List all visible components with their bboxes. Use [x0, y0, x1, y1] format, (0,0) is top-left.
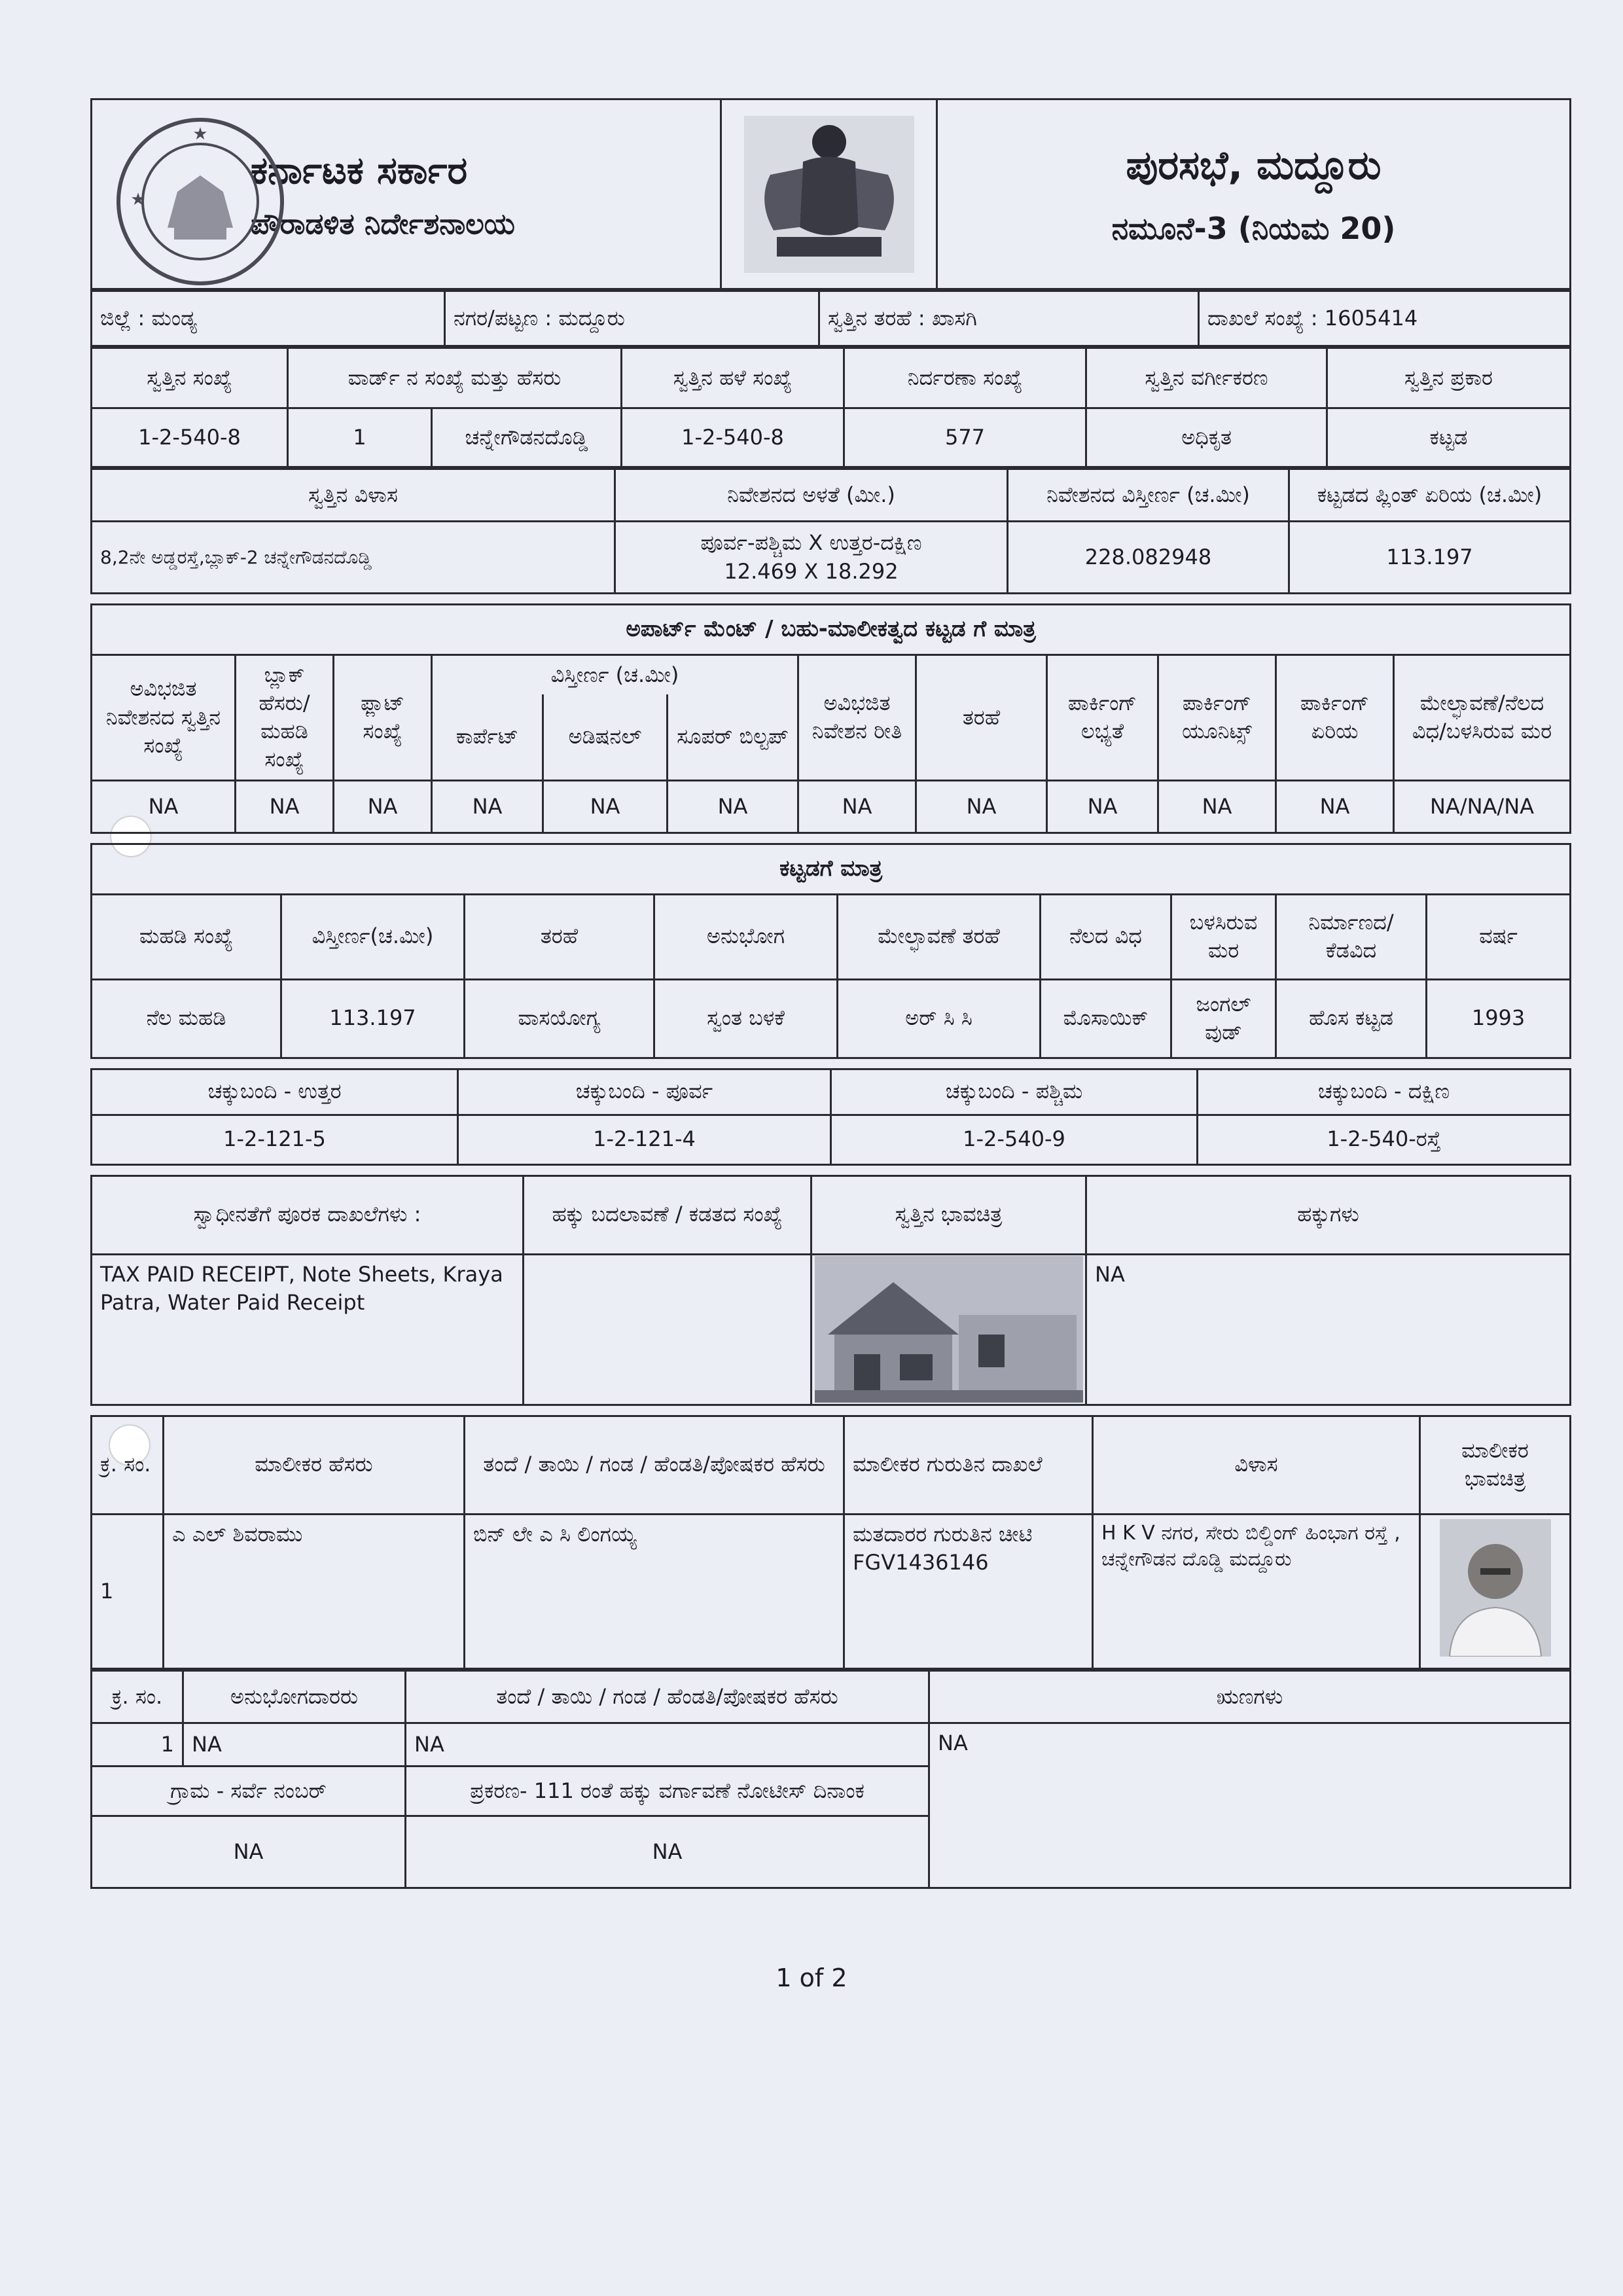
svg-text:★: ★	[130, 190, 146, 209]
table-row	[92, 1514, 1571, 1668]
additional-header: ಅಡಿಷನಲ್	[543, 694, 668, 780]
owner-id-header: ಮಾಲೀಕರ ಗುರುತಿನ ದಾಖಲೆ	[844, 1416, 1093, 1514]
block-floor-header: ಬ್ಲಾಕ್ ಹೆಸರು/ ಮಹಡಿ ಸಂಖ್ಯೆ	[236, 655, 334, 780]
department-subtitle: ಪೌರಾಡಳಿತ ನಿರ್ದೇಶನಾಲಯ	[251, 207, 515, 241]
floor-no-value: ನೆಲ ಮಹಡಿ	[92, 979, 281, 1058]
occupancy-header: ಅನುಭೋಗ	[654, 894, 838, 979]
area-header: ವಿಸ್ತೀರ್ಣ (ಚ.ಮೀ)	[432, 655, 798, 694]
floor-area-header: ವಿಸ್ತೀರ್ಣ(ಚ.ಮೀ)	[281, 894, 465, 979]
boundary-west-header: ಚಕ್ಕುಬಂದಿ - ಪಶ್ಚಿಮ	[831, 1069, 1198, 1115]
apartment-value: NA	[334, 780, 432, 833]
boundary-north-header: ಚಕ್ಕುಬಂದಿ - ಉತ್ತರ	[92, 1069, 458, 1115]
plinth-area-value: 113.197	[1289, 522, 1571, 594]
occupant-sl-header: ಕ್ರ. ಸಂ.	[92, 1670, 183, 1723]
record-no-field: ದಾಖಲೆ ಸಂಖ್ಯೆ : 1605414	[1199, 291, 1571, 346]
svg-text:★: ★	[192, 124, 208, 144]
year-value: 1993	[1427, 979, 1571, 1058]
occupant-relation-header: ತಂದೆ / ತಾಯಿ / ಗಂಡ / ಹೆಂಡತಿ/ಪೋಷಕರ ಹೆಸರು	[406, 1670, 929, 1723]
building-table	[90, 843, 1571, 1059]
floor-type-header: ನೆಲದ ವಿಧ	[1041, 894, 1171, 979]
parking-units-header: ಪಾರ್ಕಿಂಗ್ ಯೂನಿಟ್ಸ್	[1158, 655, 1276, 780]
usage-type-header: ತರಹೆ	[465, 894, 654, 979]
occupant-sl-value: 1	[92, 1723, 183, 1766]
owner-address-header: ವಿಳಾಸ	[1093, 1416, 1420, 1514]
classification-header: ಸ್ವತ್ತಿನ ವರ್ಗೀಕರಣ	[1086, 348, 1327, 408]
liabilities-header: ಋಣಗಳು	[929, 1670, 1571, 1723]
ward-no-value: 1	[288, 408, 432, 467]
assessment-no-value: 577	[844, 408, 1086, 467]
occupant-name-header: ಅನುಭೋಗದಾರರು	[183, 1670, 406, 1723]
owner-photo-image	[1440, 1519, 1551, 1657]
apartment-value: NA	[1276, 780, 1394, 833]
building-section-title: ಕಟ್ಟಡಗೆ ಮಾತ್ರ	[92, 844, 1571, 894]
emblem-cell	[721, 99, 937, 289]
notice-date-value: NA	[406, 1816, 929, 1888]
roof-floor-wood-header: ಮೇಲ್ಛಾವಣೆ/ನೆಲದ ವಿಧ/ಬಳಸಿರುವ ಮರ	[1394, 655, 1571, 780]
form-3	[90, 98, 1569, 1889]
occupancy-value: ಸ್ವಂತ ಬಳಕೆ	[654, 979, 838, 1058]
kind-header: ಸ್ವತ್ತಿನ ಪ್ರಕಾರ	[1327, 348, 1571, 408]
site-area-header: ನಿವೇಶನದ ವಿಸ್ತೀರ್ಣ (ಚ.ಮೀ)	[1008, 469, 1289, 522]
occupants-table	[90, 1670, 1571, 1889]
dimension-header: ನಿವೇಶನದ ಅಳತೆ (ಮೀ.)	[615, 469, 1008, 522]
liabilities-value: NA	[929, 1723, 1571, 1888]
municipal-seal-icon	[112, 113, 289, 289]
parking-area-header: ಪಾರ್ಕಿಂಗ್ ಏರಿಯ	[1276, 655, 1394, 780]
dimension-measure: 12.469 X 18.292	[724, 558, 899, 584]
undivided-site-no-header: ಅವಿಭಜಿತ ನಿವೇಶನದ ಸ್ವತ್ತಿನ ಸಂಖ್ಯೆ	[92, 655, 236, 780]
office-title: ಪುರಸಭೆ, ಮದ್ದೂರು	[1126, 142, 1382, 188]
apartment-table	[90, 603, 1571, 834]
occupant-name-value: NA	[183, 1723, 406, 1766]
apartment-value: NA	[916, 780, 1047, 833]
construction-value: ಹೊಸ ಕಟ್ಟಡ	[1276, 979, 1427, 1058]
department-cell	[92, 99, 721, 289]
plinth-area-header: ಕಟ್ಟಡದ ಪ್ಲಿಂತ್ ಏರಿಯ (ಚ.ಮೀ)	[1289, 469, 1571, 522]
floor-area-value: 113.197	[281, 979, 465, 1058]
ward-name-value: ಚನ್ನೇಗೌಡನದೊಡ್ಡಿ	[432, 408, 622, 467]
info-table	[90, 290, 1571, 347]
apartment-value: NA	[543, 780, 668, 833]
site-area-value: 228.082948	[1008, 522, 1289, 594]
survey-no-value: NA	[92, 1816, 406, 1888]
office-cell	[937, 99, 1571, 289]
apartment-value: NA	[236, 780, 334, 833]
address-value: 8,2ನೇ ಅಡ್ಡರಸ್ತೆ,ಬ್ಲಾಕ್-2 ಚನ್ನೇಗೌಡನದೊಡ್ಡಿ	[92, 522, 615, 594]
apartment-value: NA/NA/NA	[1394, 780, 1571, 833]
owner-sl-value: 1	[92, 1514, 164, 1668]
form-title: ನಮೂನೆ-3 (ನಿಯಮ 20)	[1111, 210, 1396, 246]
documents-table	[90, 1175, 1571, 1406]
owner-id-value: ಮತದಾರರ ಗುರುತಿನ ಚೀಟಿ FGV1436146	[844, 1514, 1093, 1668]
apartment-value: NA	[1047, 780, 1158, 833]
property-table	[90, 347, 1571, 468]
assessment-no-header: ನಿರ್ದರಣಾ ಸಂಖ್ಯೆ	[844, 348, 1086, 408]
carpet-header: ಕಾರ್ಪೆಟ್	[432, 694, 543, 780]
parking-availability-header: ಪಾರ್ಕಿಂಗ್ ಲಭ್ಯತೆ	[1047, 655, 1158, 780]
ward-header: ವಾರ್ಡ್ ನ ಸಂಖ್ಯೆ ಮತ್ತು ಹೆಸರು	[288, 348, 622, 408]
apartment-value: NA	[668, 780, 798, 833]
owner-address-value: H K V ನಗರ, ಸೇರು ಬಿಲ್ಡಿಂಗ್ ಹಿಂಭಾಗ ರಸ್ತೆ , ಚನ್ನೇಗೌಡನ ದೊಡ್ಡಿ ಮದ್ದೂರು	[1093, 1514, 1420, 1668]
rights-value: NA	[1086, 1254, 1571, 1405]
boundaries-table	[90, 1068, 1571, 1166]
classification-value: ಅಧಿಕೃತ	[1086, 408, 1327, 467]
apartment-value: NA	[798, 780, 916, 833]
page-number: 1 of 2	[776, 1964, 847, 1992]
dimension-value	[615, 522, 1008, 594]
supporting-docs-header: ಸ್ವಾಧೀನತೆಗೆ ಪೂರಕ ದಾಖಲೆಗಳು :	[92, 1175, 524, 1254]
undivided-site-method-header: ಅವಿಭಜಿತ ನಿವೇಶನ ರೀತಿ	[798, 655, 916, 780]
old-no-value: 1-2-540-8	[622, 408, 844, 467]
change-file-value	[524, 1254, 812, 1405]
roof-type-header: ಮೇಲ್ಛಾವಣೆ ತರಹೆ	[838, 894, 1041, 979]
usage-type-value: ವಾಸಯೋಗ್ಯ	[465, 979, 654, 1058]
apartment-value: NA	[92, 780, 236, 833]
owner-name-header: ಮಾಲೀಕರ ಹೆಸರು	[164, 1416, 465, 1514]
apartment-section-title: ಅಪಾರ್ಟ್ ಮೆಂಟ್ / ಬಹು-ಮಾಲೀಕತ್ವದ ಕಟ್ಟಡ ಗೆ ಮಾತ್ರ	[92, 605, 1571, 655]
state-emblem-icon	[744, 116, 914, 273]
occupant-relation-value: NA	[406, 1723, 929, 1766]
district-field: ಜಿಲ್ಲೆ : ಮಂಡ್ಯ	[92, 291, 445, 346]
owner-relation-header: ತಂದೆ / ತಾಯಿ / ಗಂಡ / ಹೆಂಡತಿ/ಪೋಷಕರ ಹೆಸರು	[465, 1416, 844, 1514]
wood-used-header: ಬಳಸಿರುವ ಮರ	[1171, 894, 1276, 979]
super-builtup-header: ಸೂಪರ್ ಬಿಲ್ಟಪ್	[668, 694, 798, 780]
boundary-north-value: 1-2-121-5	[92, 1115, 458, 1164]
supporting-docs-value: TAX PAID RECEIPT, Note Sheets, Kraya Patra, Water Paid Receipt	[92, 1254, 524, 1405]
owner-photo-cell	[1420, 1514, 1571, 1668]
apartment-value: NA	[432, 780, 543, 833]
property-type-field: ಸ್ವತ್ತಿನ ತರಹೆ : ಖಾಸಗಿ	[819, 291, 1199, 346]
owner-name-value: ಎ ಎಲ್ ಶಿವರಾಮು	[164, 1514, 465, 1668]
apartment-value: NA	[1158, 780, 1276, 833]
boundary-south-header: ಚಕ್ಕುಬಂದಿ - ದಕ್ಷಿಣ	[1198, 1069, 1571, 1115]
survey-no-header: ಗ್ರಾಮ - ಸರ್ವೆ ನಂಬರ್	[92, 1766, 406, 1816]
owner-relation-value: ಬಿನ್ ಲೇ ಎ ಸಿ ಲಿಂಗಯ್ಯ	[465, 1514, 844, 1668]
type-header: ತರಹೆ	[916, 655, 1047, 780]
boundary-east-value: 1-2-121-4	[458, 1115, 831, 1164]
kind-value: ಕಟ್ಟಡ	[1327, 408, 1571, 467]
property-photo-cell	[812, 1254, 1086, 1405]
year-header: ವರ್ಷ	[1427, 894, 1571, 979]
floor-type-value: ಮೊಸಾಯಿಕ್	[1041, 979, 1171, 1058]
boundary-south-value: 1-2-540-ರಸ್ತೆ	[1198, 1115, 1571, 1164]
owners-table	[90, 1415, 1571, 1670]
owner-sl-header: ಕ್ರ. ಸಂ.	[92, 1416, 164, 1514]
town-field: ನಗರ/ಪಟ್ಟಣ : ಮದ್ದೂರು	[445, 291, 819, 346]
old-no-header: ಸ್ವತ್ತಿನ ಹಳೆ ಸಂಖ್ಯೆ	[622, 348, 844, 408]
department-title: ಕರ್ನಾಟಕ ಸರ್ಕಾರ	[251, 147, 468, 192]
address-header: ಸ್ವತ್ತಿನ ವಿಳಾಸ	[92, 469, 615, 522]
flat-no-header: ಫ್ಲಾಟ್ ಸಂಖ್ಯೆ	[334, 655, 432, 780]
property-no-header: ಸ್ವತ್ತಿನ ಸಂಖ್ಯೆ	[92, 348, 288, 408]
rights-header: ಹಕ್ಕುಗಳು	[1086, 1175, 1571, 1254]
boundary-west-value: 1-2-540-9	[831, 1115, 1198, 1164]
roof-type-value: ಅರ್ ಸಿ ಸಿ	[838, 979, 1041, 1058]
notice-date-header: ಪ್ರಕರಣ- 111 ರಂತೆ ಹಕ್ಕು ವರ್ಗಾವಣೆ ನೋಟೀಸ್ ದಿನಾಂಕ	[406, 1766, 929, 1816]
boundary-east-header: ಚಕ್ಕುಬಂದಿ - ಪೂರ್ವ	[458, 1069, 831, 1115]
property-no-value: 1-2-540-8	[92, 408, 288, 467]
property-photo-header: ಸ್ವತ್ತಿನ ಭಾವಚಿತ್ರ	[812, 1175, 1086, 1254]
wood-used-value: ಜಂಗಲ್ ವುಡ್	[1171, 979, 1276, 1058]
property-photo-image	[815, 1256, 1083, 1403]
address-table	[90, 468, 1571, 594]
floor-no-header: ಮಹಡಿ ಸಂಖ್ಯೆ	[92, 894, 281, 979]
construction-header: ನಿರ್ಮಾಣದ/ ಕೆಡವಿದ	[1276, 894, 1427, 979]
change-file-header: ಹಕ್ಕು ಬದಲಾವಣೆ / ಕಡತದ ಸಂಖ್ಯೆ	[524, 1175, 812, 1254]
header-table	[90, 98, 1571, 290]
dimension-label: ಪೂರ್ವ-ಪಶ್ಚಿಮ X ಉತ್ತರ-ದಕ್ಷಿಣ	[700, 530, 922, 556]
owner-photo-header: ಮಾಲೀಕರ ಭಾವಚಿತ್ರ	[1420, 1416, 1571, 1514]
